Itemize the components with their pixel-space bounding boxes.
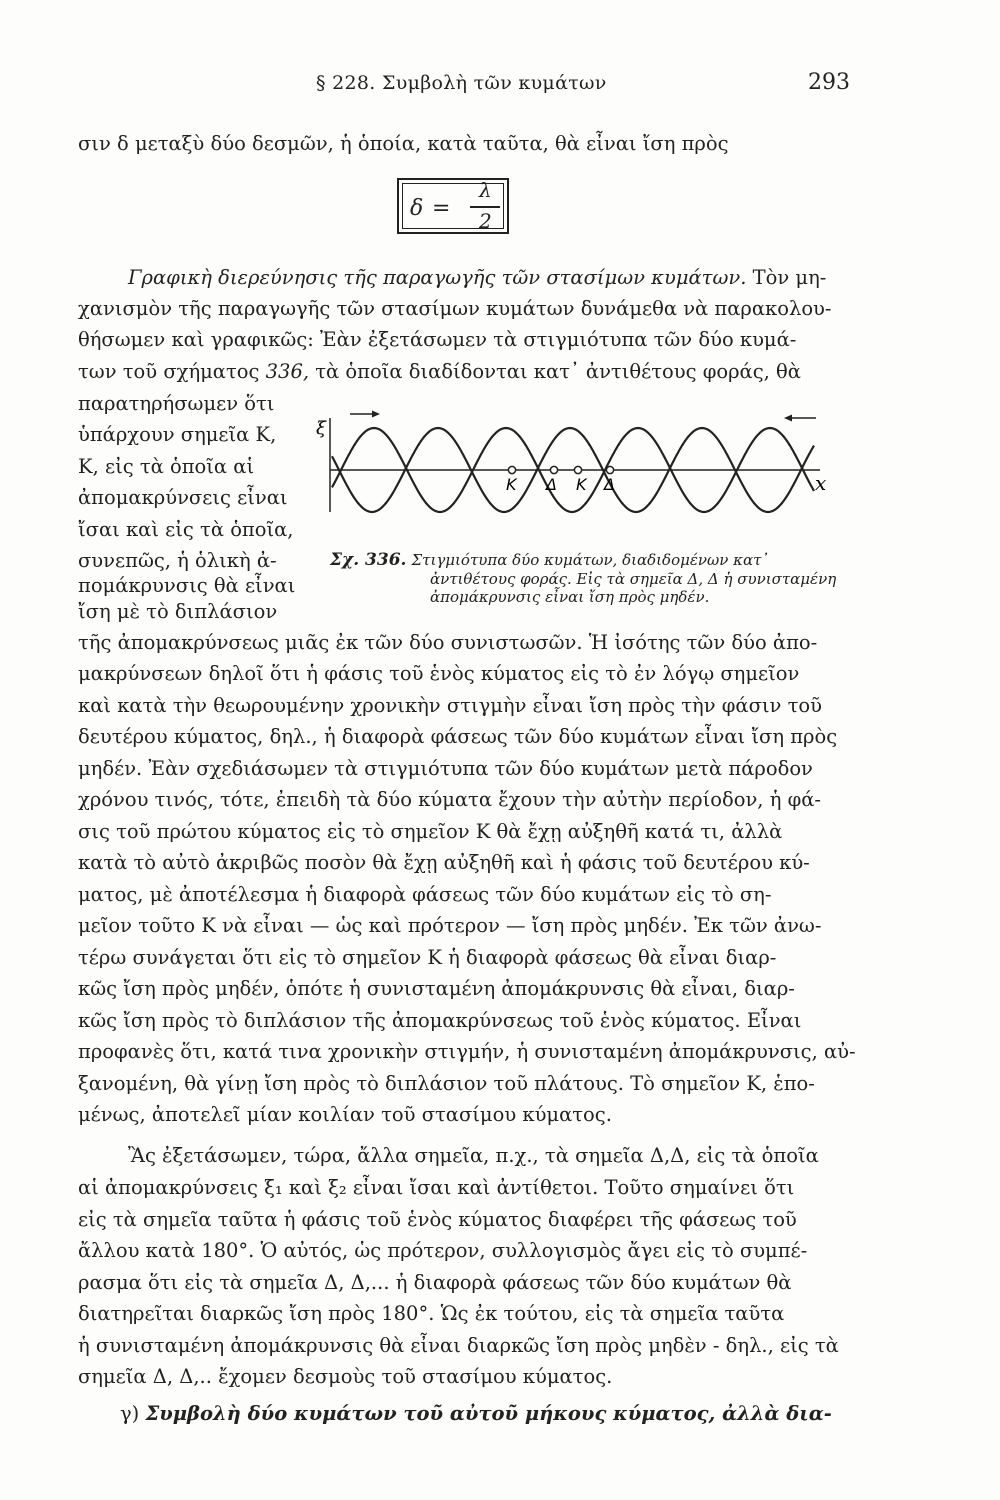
page-number: 293 [808,70,850,95]
text-fragment: τὰ ὁποῖα διαδίδονται κατ᾽ ἀντιθέτους φοράς, θὰ [315,360,801,383]
text-line: κῶς ἴση πρὸς τὸ διπλάσιον τῆς ἀπομακρύνσεως τοῦ ἑνὸς κύματος. Εἶναι [78,1009,802,1032]
text-line [78,362,801,382]
text-line: σιν δ μεταξὺ δύο δεσμῶν, ἡ ὁποία, κατὰ ταῦτα, θὰ εἶναι ἴση πρὸς [78,132,729,155]
text-line: ρασμα ὅτι εἰς τὰ σημεῖα Δ, Δ,... ἡ διαφορὰ φάσεως τῶν δύο κυμάτων θὰ [78,1271,792,1294]
caption-line: Στιγμιότυπα δύο κυμάτων, διαδιδομένων κατ᾽ [411,551,769,569]
x-axis-label: x [815,471,827,495]
text-line: ἀπομακρύνσεις εἶναι [78,486,288,509]
text-line [78,299,850,319]
text-line: θήσωμεν καὶ γραφικῶς: Ἐὰν ἐξετάσωμεν τὰ στιγμιότυπα τῶν δύο κυμά- [78,328,797,351]
section-heading [120,1404,832,1424]
text-line: ἡ συνισταμένη ἀπομάκρυνσις θὰ εἶναι διαρκῶς ἴση πρὸς μηδὲν - δηλ., εἰς τὰ [78,1334,839,1357]
text-line: ματος, μὲ ἀποτέλεσμα ἡ διαφορὰ φάσεως τῶν δύο κυμάτων εἰς τὸ ση- [78,883,772,906]
caption-line: ἀντιθέτους φοράς. Εἰς τὰ σημεῖα Δ, Δ ἡ συνισταμένη [430,570,837,588]
caption-line: ἀπομάκρυνσις εἶναι ἴση πρὸς μηδέν. [430,588,710,606]
rightward-arrowhead [372,411,380,418]
formula-numerator: λ [479,178,492,202]
text-line: συνεπῶς, ἡ ὁλικὴ ἀ- [78,549,277,572]
text-line: σημεῖα Δ, Δ,.. ἔχομεν δεσμοὺς τοῦ στασίμου κύματος. [78,1365,613,1388]
figure-caption [330,550,769,570]
paragraph-heading-line [128,268,826,288]
section-label: γ) [120,1402,140,1425]
text-line: ὑπάρχουν σημεῖα Κ, [78,423,277,446]
text-line: μεῖον τοῦτο Κ νὰ εἶναι — ὡς καὶ πρότερον — ἴση πρὸς μηδέν. Ἐκ τῶν ἀνω- [78,914,822,937]
section-title: Συμβολὴ δύο κυμάτων τοῦ αὐτοῦ μήκους κύματος, ἀλλὰ δια- [145,1402,832,1425]
text-line: μένως, ἀποτελεῖ μίαν κοιλίαν τοῦ στασίμου κύματος. [78,1103,612,1126]
text-line: ξανομένη, θὰ γίνῃ ἴση πρὸς τὸ διπλάσιον τοῦ πλάτους. Τὸ σημεῖον Κ, ἑπο- [78,1072,815,1095]
running-header: § 228. Συμβολὴ τῶν κυμάτων [316,72,607,94]
text-line: εἰς τὰ σημεῖα ταῦτα ἡ φάσις τοῦ ἑνὸς κύματος διαφέρει τῆς φάσεως τοῦ [78,1208,797,1231]
text-line: ἴσαι καὶ εἰς τὰ ὁποῖα, [78,518,294,541]
text-line: Κ, εἰς τὰ ὁποῖα αἱ [78,455,255,478]
text-line: διατηρεῖται διαρκῶς ἴση πρὸς 180°. Ὡς ἐκ τούτου, εἰς τὰ σημεῖα ταῦτα [78,1302,785,1325]
text-line: κῶς ἴση πρὸς μηδέν, ὁπότε ἡ συνισταμένη ἀπομάκρυνσις θὰ εἶναι, διαρ- [78,977,795,1000]
text-line: προφανὲς ὅτι, κατά τινα χρονικὴν στιγμήν, ἡ συνισταμένη ἀπομάκρυνσις, αὐ- [78,1040,856,1063]
text-line: Ἂς ἐξετάσωμεν, τώρα, ἄλλα σημεῖα, π.χ., τὰ σημεῖα Δ,Δ, εἰς τὰ ὁποῖα [128,1144,819,1167]
text-line: σις τοῦ πρώτου κύματος εἰς τὸ σημεῖον Κ θὰ ἔχῃ αὐξηθῆ κατά τι, ἀλλὰ [78,820,783,843]
fraction-bar [470,206,500,208]
text-fragment: χανισμὸν τῆς παραγωγῆς τῶν στασίμων κυμάτων δυνάμεθα νὰ παρακολου- [78,297,832,320]
formula-equals: = [432,196,451,221]
point-marker-k [574,466,581,473]
text-fragment: των τοῦ σχήματος [78,360,260,383]
text-line: κατὰ τὸ αὐτὸ ἀκριβῶς ποσὸν θὰ ἔχῃ αὐξηθῆ καὶ ἡ φάσις τοῦ δευτέρου κύ- [78,851,810,874]
text-line: πομάκρυνσις θὰ εἶναι [78,574,296,597]
leftward-arrowhead [784,415,792,422]
wave-figure [310,408,850,518]
point-label-delta: Δ [604,475,615,494]
figure-reference: 336, [265,360,310,383]
text-line: ἴση μὲ τὸ διπλάσιον [78,600,278,623]
paragraph-heading: Γραφικὴ διερεύνησις τῆς παραγωγῆς τῶν στασίμων κυμάτων. [128,266,747,289]
text-line: παρατηρήσωμεν ὅτι [78,392,275,415]
text-line: μακρύνσεων δηλοῖ ὅτι ἡ φάσις τοῦ ἑνὸς κύματος εἰς τὸ ἐν λόγῳ σημεῖον [78,662,800,685]
text-line: τέρω συνάγεται ὅτι εἰς τὸ σημεῖον Κ ἡ διαφορὰ φάσεως θὰ εἶναι διαρ- [78,946,777,969]
formula-denominator: 2 [479,209,492,233]
point-label-delta: Δ [546,475,557,494]
text-fragment: Τὸν μη- [752,266,827,289]
y-axis-label: ξ [316,418,326,439]
point-marker-delta [550,466,557,473]
formula-lhs: δ [410,196,424,221]
point-marker-k [508,466,515,473]
text-line: χρόνου τινός, τότε, ἐπειδὴ τὰ δύο κύματα ἔχουν τὴν αὐτὴν περίοδον, ἡ φά- [78,788,821,811]
caption-label: Σχ. 336. [330,550,407,570]
text-line: τῆς ἀπομακρύνσεως μιᾶς ἐκ τῶν δύο συνιστωσῶν. Ἡ ἰσότης τῶν δύο ἀπο- [78,631,818,654]
text-line: ἄλλου κατὰ 180°. Ὁ αὐτός, ὡς πρότερον, συλλογισμὸς ἄγει εἰς τὸ συμπέ- [78,1239,808,1262]
point-marker-delta [606,466,613,473]
text-line: καὶ κατὰ τὴν θεωρουμένην χρονικὴν στιγμὴν εἶναι ἴση πρὸς τὴν φάσιν τοῦ [78,694,822,717]
text-line: αἱ ἀπομακρύνσεις ξ₁ καὶ ξ₂ εἶναι ἴσαι καὶ ἀντίθετοι. Τοῦτο σημαίνει ὅτι [78,1176,795,1199]
text-line: μηδέν. Ἐὰν σχεδιάσωμεν τὰ στιγμιότυπα τῶν δύο κυμάτων μετὰ πάροδον [78,757,813,780]
point-label-k: Κ [506,475,517,494]
point-label-k: Κ [576,475,587,494]
text-line: δευτέρου κύματος, δηλ., ἡ διαφορὰ φάσεως τῶν δύο κυμάτων εἶναι ἴση πρὸς [78,725,838,748]
